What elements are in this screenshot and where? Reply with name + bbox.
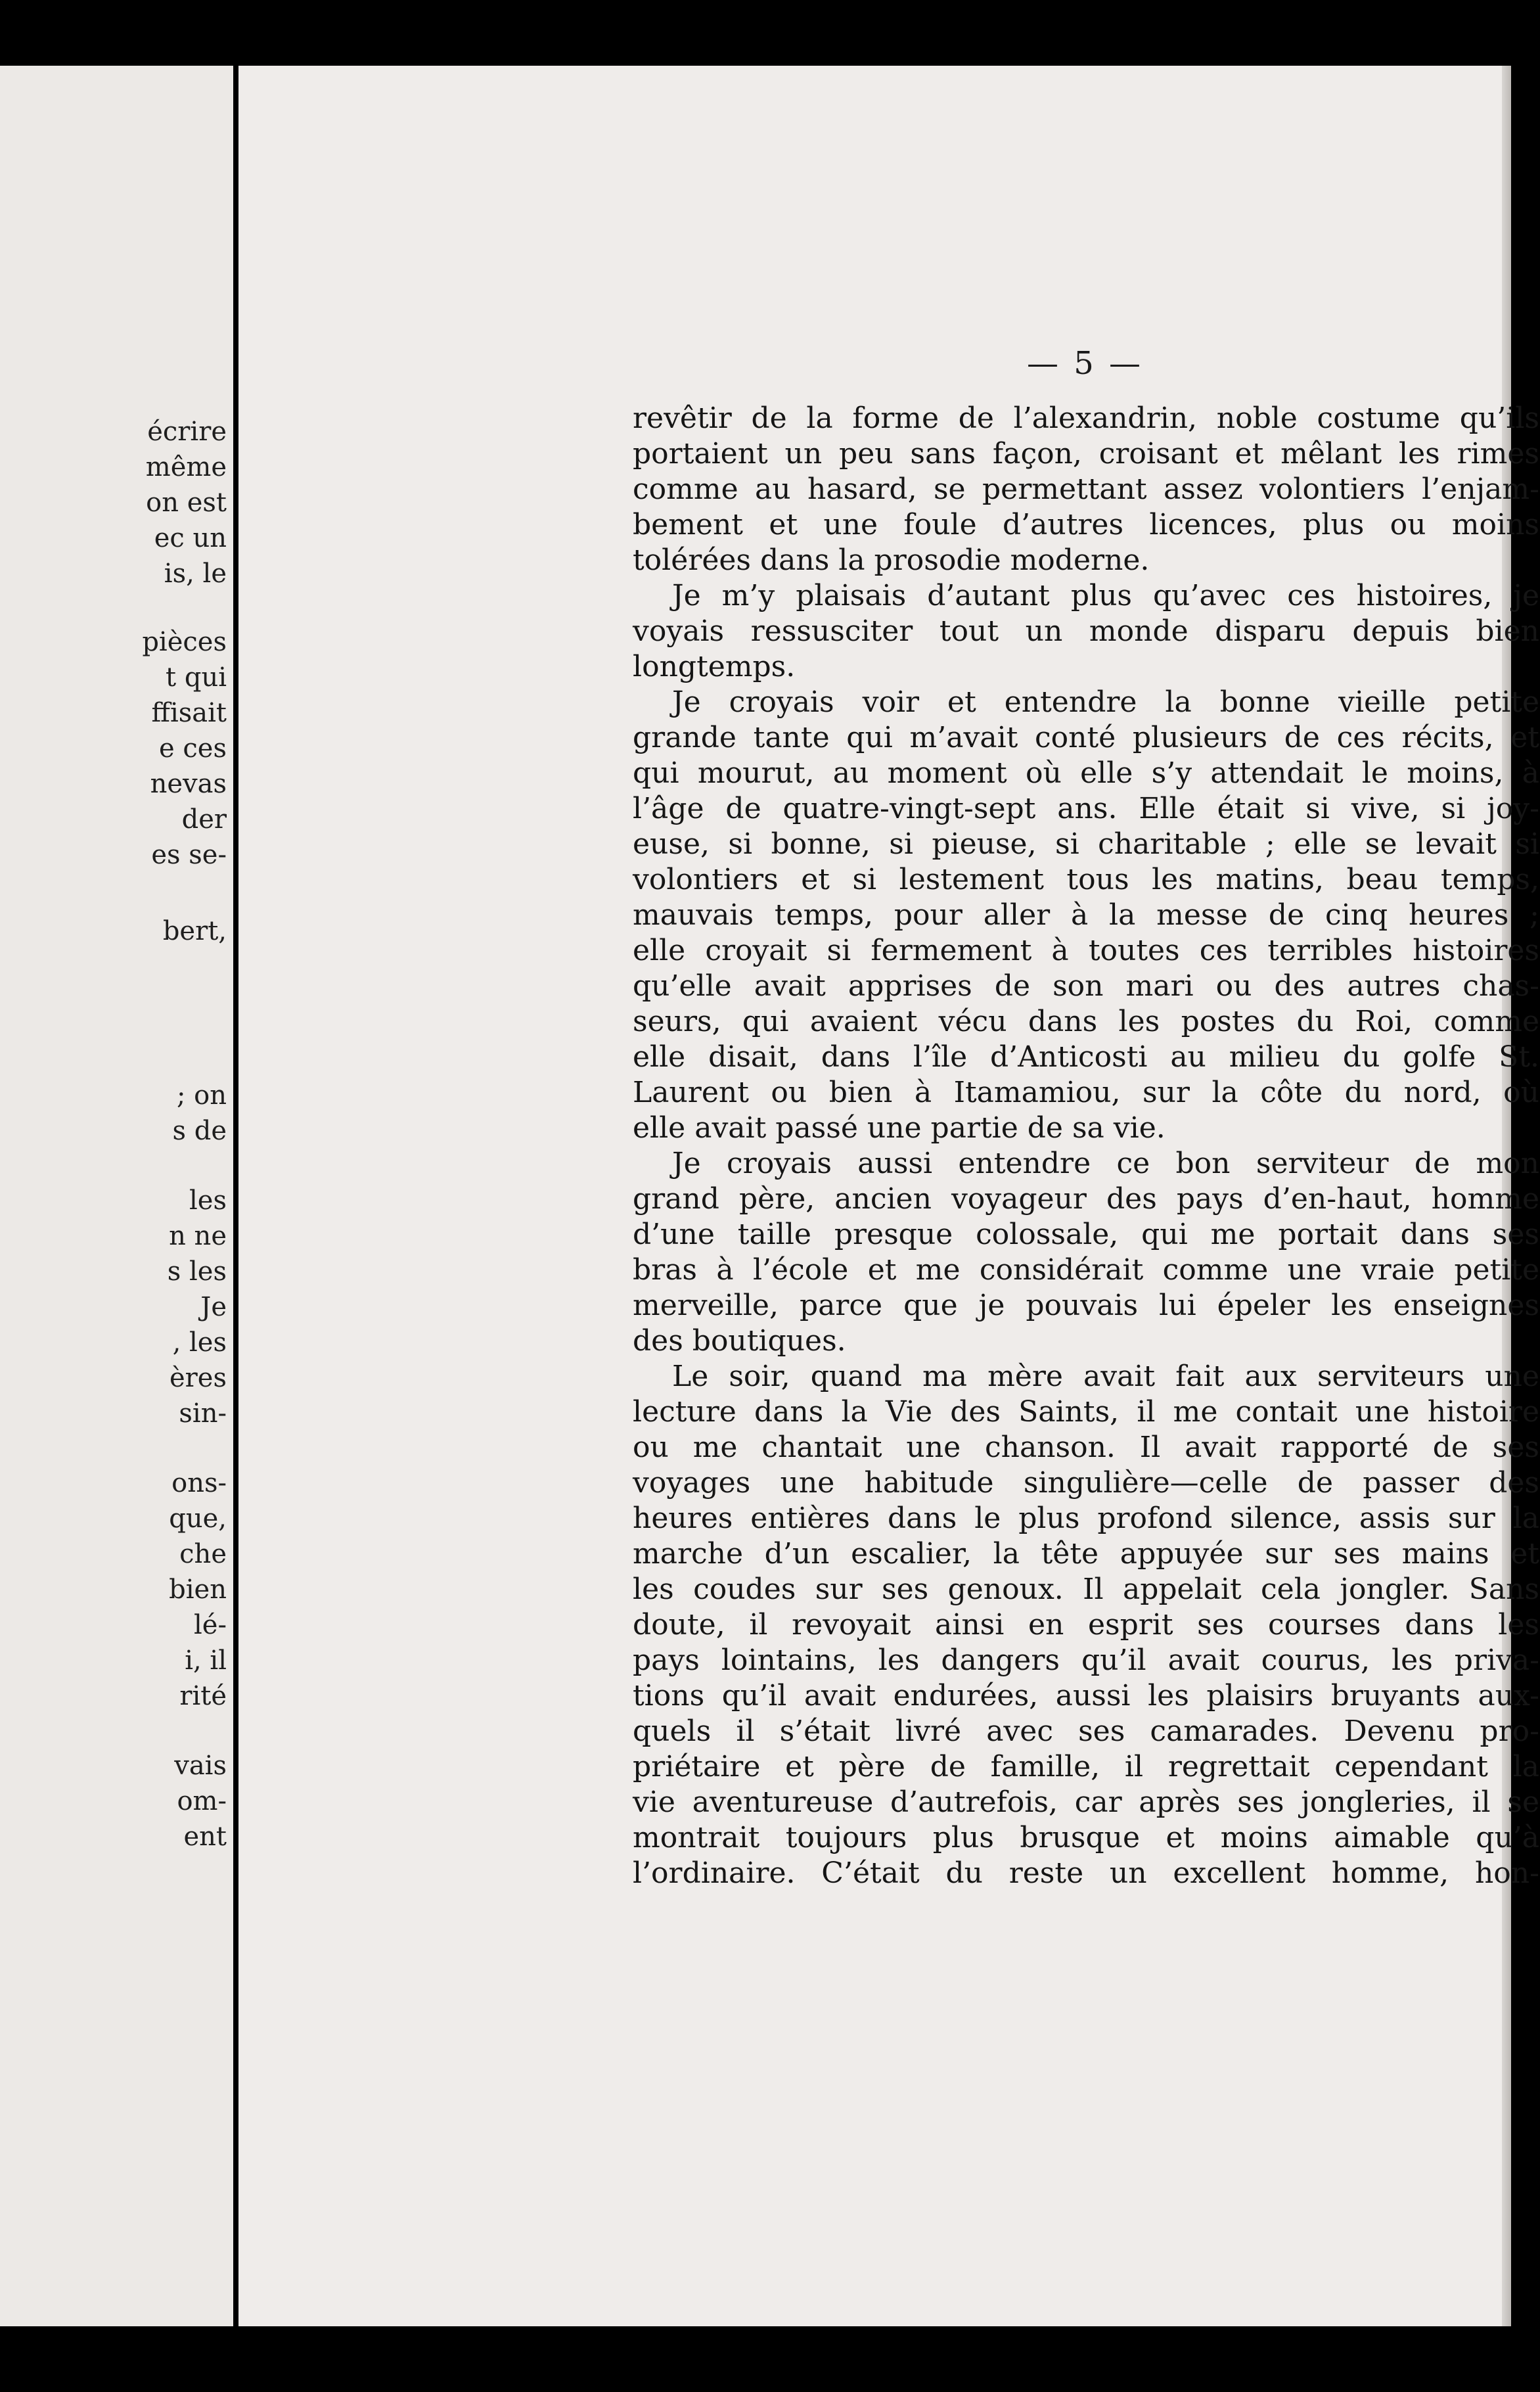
- page-gutter: [233, 66, 238, 2326]
- book-page: [238, 66, 1539, 2326]
- previous-page-text-fragment: rité: [179, 1681, 227, 1711]
- text-line: pays lointains, les dangers qu’il avait courus, les priva-: [633, 1644, 1539, 1677]
- text-line: grand père, ancien voyageur des pays d’en-haut, homme: [633, 1182, 1539, 1216]
- previous-page-text-fragment: om-: [177, 1786, 227, 1816]
- text-line: l’âge de quatre-vingt-sept ans. Elle était si vive, si joy-: [633, 792, 1539, 825]
- text-line: elle avait passé une partie de sa vie.: [633, 1111, 1166, 1145]
- text-line: bras à l’école et me considérait comme une vraie petite: [633, 1253, 1539, 1287]
- previous-page-text-fragment: ères: [170, 1363, 227, 1393]
- text-line: l’ordinaire. C’était du reste un excellent homme, hon-: [633, 1856, 1539, 1890]
- previous-page-text-fragment: is, le: [164, 559, 227, 589]
- previous-page-text-fragment: der: [181, 804, 227, 835]
- text-line: les coudes sur ses genoux. Il appelait cela jongler. Sans: [633, 1573, 1539, 1606]
- text-line: lecture dans la Vie des Saints, il me contait une histoire: [633, 1395, 1539, 1429]
- text-line: priétaire et père de famille, il regrettait cependant la: [633, 1750, 1539, 1783]
- text-line: doute, il revoyait ainsi en esprit ses courses dans les: [633, 1608, 1539, 1642]
- previous-page-text-fragment: che: [179, 1539, 227, 1569]
- text-line: quels il s’était livré avec ses camarades. Devenu pro-: [633, 1714, 1539, 1748]
- text-line: qu’elle avait apprises de son mari ou des autres chas-: [633, 969, 1539, 1003]
- text-line: vie aventureuse d’autrefois, car après ses jongleries, il se: [633, 1785, 1539, 1819]
- text-line: Le soir, quand ma mère avait fait aux serviteurs une: [672, 1360, 1539, 1393]
- previous-page-edge: [0, 66, 233, 2326]
- text-line: Je croyais aussi entendre ce bon serviteur de mon: [672, 1147, 1539, 1180]
- text-line: d’une taille presque colossale, qui me portait dans ses: [633, 1218, 1539, 1251]
- previous-page-text-fragment: , les: [172, 1327, 227, 1358]
- text-line: ou me chantait une chanson. Il avait rapporté de ses: [633, 1431, 1539, 1464]
- previous-page-text-fragment: bert,: [162, 916, 227, 946]
- text-line: marche d’un escalier, la tête appuyée sur ses mains et: [633, 1537, 1539, 1571]
- text-line: Je croyais voir et entendre la bonne vieille petite: [672, 685, 1539, 719]
- previous-page-text-fragment: ent: [183, 1822, 227, 1852]
- body-text: [633, 401, 1539, 1891]
- text-line: grande tante qui m’avait conté plusieurs de ces récits, et: [633, 721, 1539, 754]
- text-line: montrait toujours plus brusque et moins aimable qu’à: [633, 1821, 1539, 1854]
- previous-page-text-fragment: les: [189, 1185, 227, 1216]
- previous-page-text-fragment: e ces: [159, 733, 227, 764]
- page-number: — 5 —: [1027, 345, 1144, 382]
- text-line: voyages une habitude singulière—celle de passer des: [633, 1466, 1539, 1500]
- previous-page-text-fragment: que,: [169, 1504, 227, 1534]
- text-line: mauvais temps, pour aller à la messe de cinq heures ;: [633, 898, 1539, 932]
- previous-page-text-fragment: s les: [167, 1256, 227, 1287]
- text-line: bement et une foule d’autres licences, plus ou moins: [633, 508, 1539, 541]
- text-line: volontiers et si lestement tous les matins, beau temps,: [633, 863, 1539, 896]
- text-line: elle disait, dans l’île d’Anticosti au milieu du golfe St.: [633, 1040, 1539, 1074]
- text-line: tions qu’il avait endurées, aussi les plaisirs bruyants aux-: [633, 1679, 1539, 1713]
- text-line: longtemps.: [633, 650, 796, 683]
- text-line: euse, si bonne, si pieuse, si charitable ; elle se levait si: [633, 827, 1539, 861]
- previous-page-text-fragment: ffisait: [151, 698, 227, 728]
- text-line: portaient un peu sans façon, croisant et mêlant les rimes: [633, 437, 1539, 471]
- previous-page-text-fragment: bien: [169, 1575, 227, 1605]
- text-line: seurs, qui avaient vécu dans les postes du Roi, comme: [633, 1005, 1539, 1038]
- text-line: comme au hasard, se permettant assez volontiers l’enjam-: [633, 472, 1539, 506]
- previous-page-text-fragment: vais: [174, 1751, 227, 1781]
- previous-page-text-fragment: s de: [172, 1116, 227, 1146]
- text-line: heures entières dans le plus profond silence, assis sur la: [633, 1502, 1539, 1535]
- previous-page-text-fragment: pièces: [142, 627, 227, 657]
- previous-page-text-fragment: ons-: [171, 1468, 227, 1498]
- text-line: Je m’y plaisais d’autant plus qu’avec ces histoires, je: [672, 579, 1539, 612]
- previous-page-text-fragment: écrire: [147, 417, 227, 447]
- previous-page-text-fragment: ec un: [154, 523, 227, 553]
- text-line: tolérées dans la prosodie moderne.: [633, 543, 1150, 577]
- previous-page-text-fragment: es se-: [151, 840, 227, 870]
- text-line: revêtir de la forme de l’alexandrin, noble costume qu’ils: [633, 402, 1539, 435]
- text-line: Laurent ou bien à Itamamiou, sur la côte du nord, où: [633, 1076, 1539, 1109]
- previous-page-text-fragment: ; on: [176, 1080, 227, 1111]
- previous-page-text-fragment: n ne: [169, 1221, 227, 1251]
- previous-page-text-fragment: Je: [200, 1292, 227, 1322]
- previous-page-text-fragment: i, il: [185, 1645, 227, 1676]
- previous-page-text-fragment: t qui: [166, 662, 227, 693]
- text-line: qui mourut, au moment où elle s’y attendait le moins, à: [633, 756, 1539, 790]
- previous-page-text-fragment: même: [145, 452, 227, 482]
- previous-page-text-fragment: sin-: [179, 1398, 227, 1429]
- previous-page-text-fragment: lé-: [194, 1610, 227, 1640]
- text-line: merveille, parce que je pouvais lui épeler les enseignes: [633, 1289, 1539, 1322]
- text-line: des boutiques.: [633, 1324, 846, 1358]
- previous-page-text-fragment: on est: [146, 488, 227, 518]
- previous-page-text-fragment: nevas: [150, 769, 227, 799]
- text-line: elle croyait si fermement à toutes ces terribles histoires: [633, 934, 1539, 967]
- text-line: voyais ressusciter tout un monde disparu depuis bien: [633, 614, 1539, 648]
